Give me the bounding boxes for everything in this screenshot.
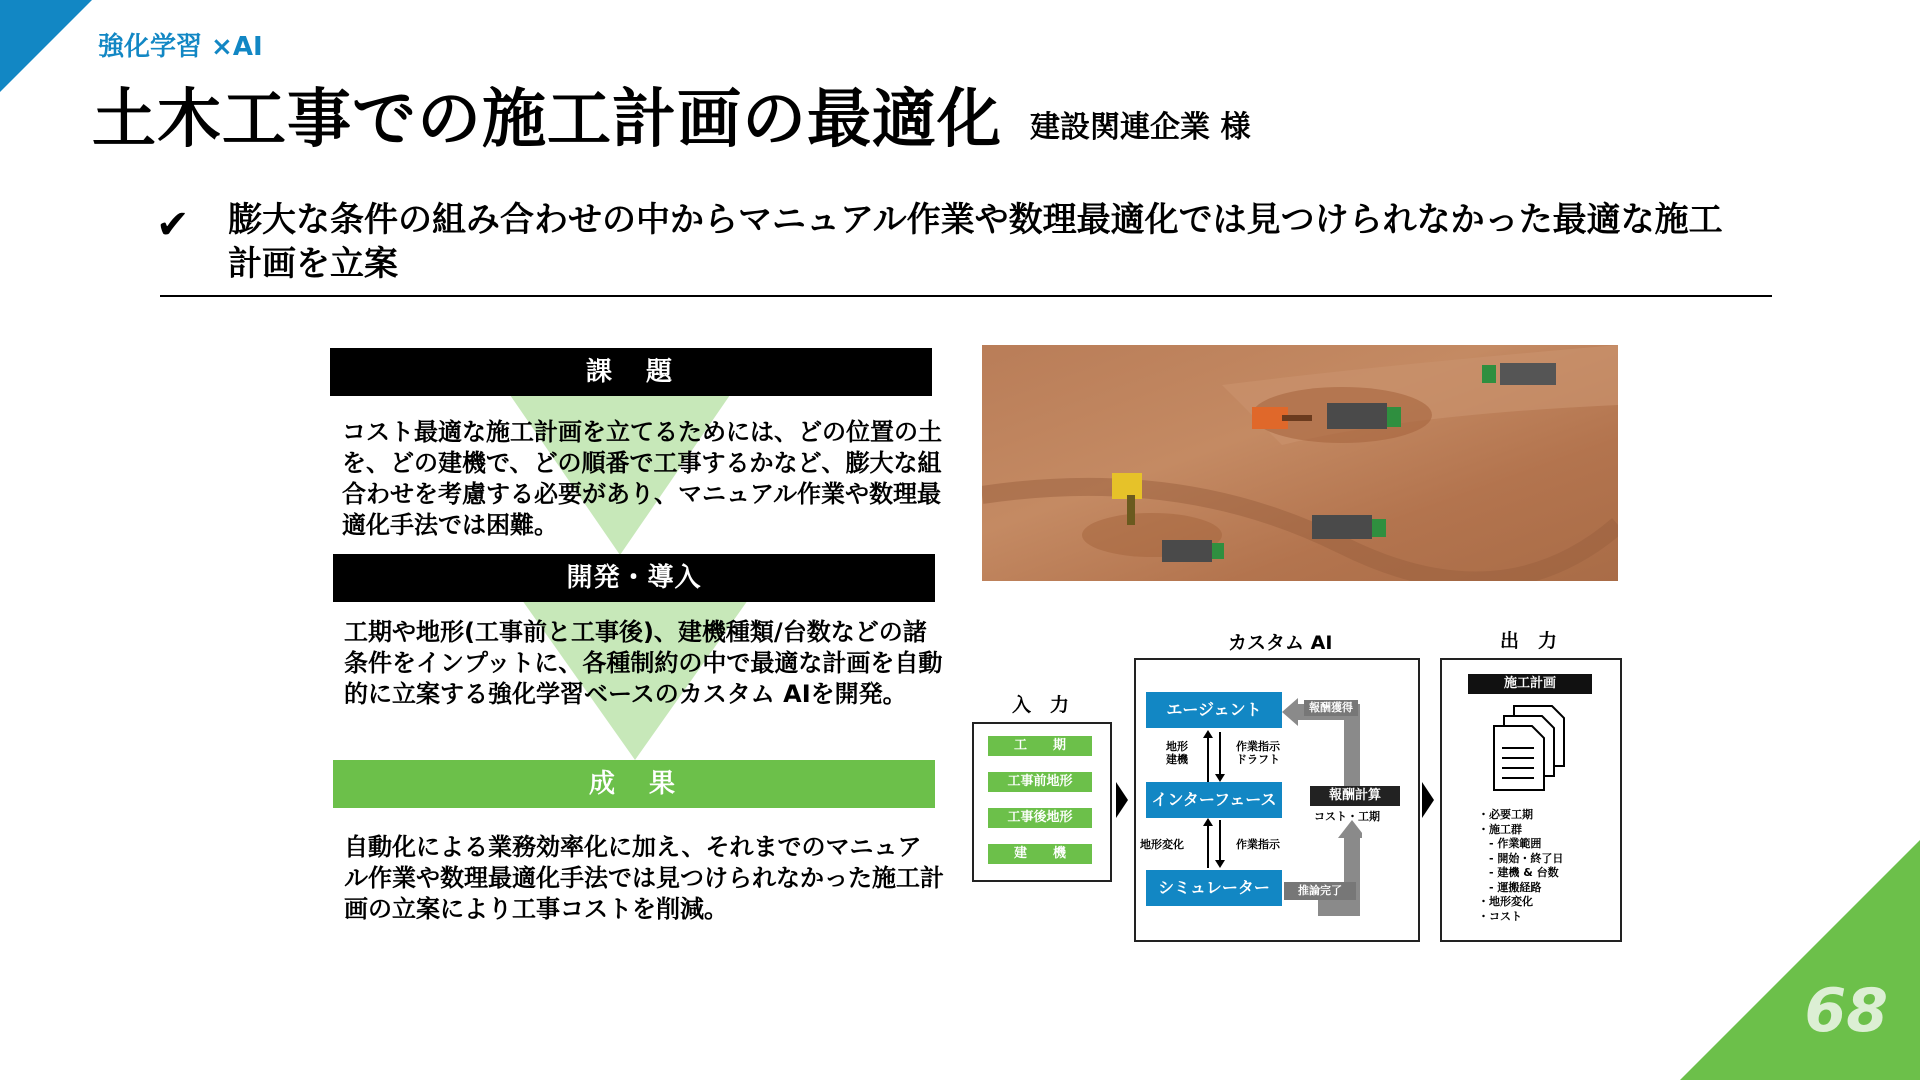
document-stack-icon xyxy=(1492,704,1568,794)
dump-truck xyxy=(1482,363,1556,385)
arrow-right-icon xyxy=(1422,782,1434,818)
section-body-development: 工期や地形(工事前と工事後)、建機種類/台数などの諸条件をインプットに、各種制約の中で最適な計画を自動的に立案する強化学習ベースのカスタム AIを開発。 xyxy=(344,618,943,708)
output-title: 出 力 xyxy=(1500,630,1558,652)
corner-decoration-top-left xyxy=(0,0,92,92)
section-heading-development: 開発・導入 xyxy=(333,554,935,602)
dump-truck xyxy=(1162,540,1224,562)
agent-block: エージェント xyxy=(1146,692,1282,728)
label-instruction: 作業指示 xyxy=(1236,838,1280,851)
reward-calc-tag: 報酬計算 xyxy=(1310,786,1400,806)
inference-done-tag: 推論完了 xyxy=(1284,882,1356,900)
page-number: 68 xyxy=(1804,976,1888,1046)
arrow-right-icon xyxy=(1116,782,1128,818)
section-heading-problem: 課 題 xyxy=(330,348,932,396)
category-label: 強化学習 ×AI xyxy=(98,32,263,62)
label-terrain-machine: 地形 建機 xyxy=(1166,740,1188,766)
section-body-problem: コスト最適な施工計画を立てるためには、どの位置の土を、どの建機で、どの順番で工事するかなど、膨大な組合わせを考慮する必要があり、マニュアル作業や数理最適化手法では困難。 xyxy=(342,418,942,539)
output-header: 施工計画 xyxy=(1468,674,1592,694)
check-icon: ✔ xyxy=(156,202,190,248)
dump-truck xyxy=(1312,515,1386,539)
interface-block: インターフェース xyxy=(1146,782,1282,818)
custom-ai-box xyxy=(1134,658,1420,942)
input-item: 工 期 xyxy=(988,736,1092,756)
cost-label: コスト・工期 xyxy=(1314,810,1380,823)
output-box xyxy=(1440,658,1622,942)
simulator-block: シミュレーター xyxy=(1146,870,1282,906)
output-items: ・必要工期 ・施工群 - 作業範囲 - 開始・終了日 - 建機 & 台数 - 運搬経路 ・地形変化 ・コスト xyxy=(1478,808,1564,923)
label-terrain-change: 地形変化 xyxy=(1140,838,1184,851)
flow-arrows-icon xyxy=(1200,728,1230,958)
construction-site-photo xyxy=(982,345,1618,581)
input-item: 工事後地形 xyxy=(988,808,1092,828)
label-instruction-draft: 作業指示 ドラフト xyxy=(1236,740,1280,766)
lead-text: 膨大な条件の組み合わせの中からマニュアル作業や数理最適化では見つけられなかった最適な施工計画を立案 xyxy=(228,200,1723,284)
client-label: 建設関連企業 様 xyxy=(1030,110,1251,145)
input-title: 入 力 xyxy=(1012,694,1070,716)
divider xyxy=(160,295,1772,297)
ai-title: カスタム AI xyxy=(1228,632,1333,654)
section-heading-result: 成 果 xyxy=(333,760,935,808)
section-body-result: 自動化による業務効率化に加え、それまでのマニュアル作業や数理最適化手法では見つけられなかった施工計画の立案により工事コストを削減。 xyxy=(344,833,944,923)
page-title: 土木工事での施工計画の最適化 xyxy=(92,83,1002,157)
input-item: 建 機 xyxy=(988,844,1092,864)
input-box xyxy=(972,722,1112,882)
reward-get-tag: 報酬獲得 xyxy=(1304,700,1358,716)
input-item: 工事前地形 xyxy=(988,772,1092,792)
